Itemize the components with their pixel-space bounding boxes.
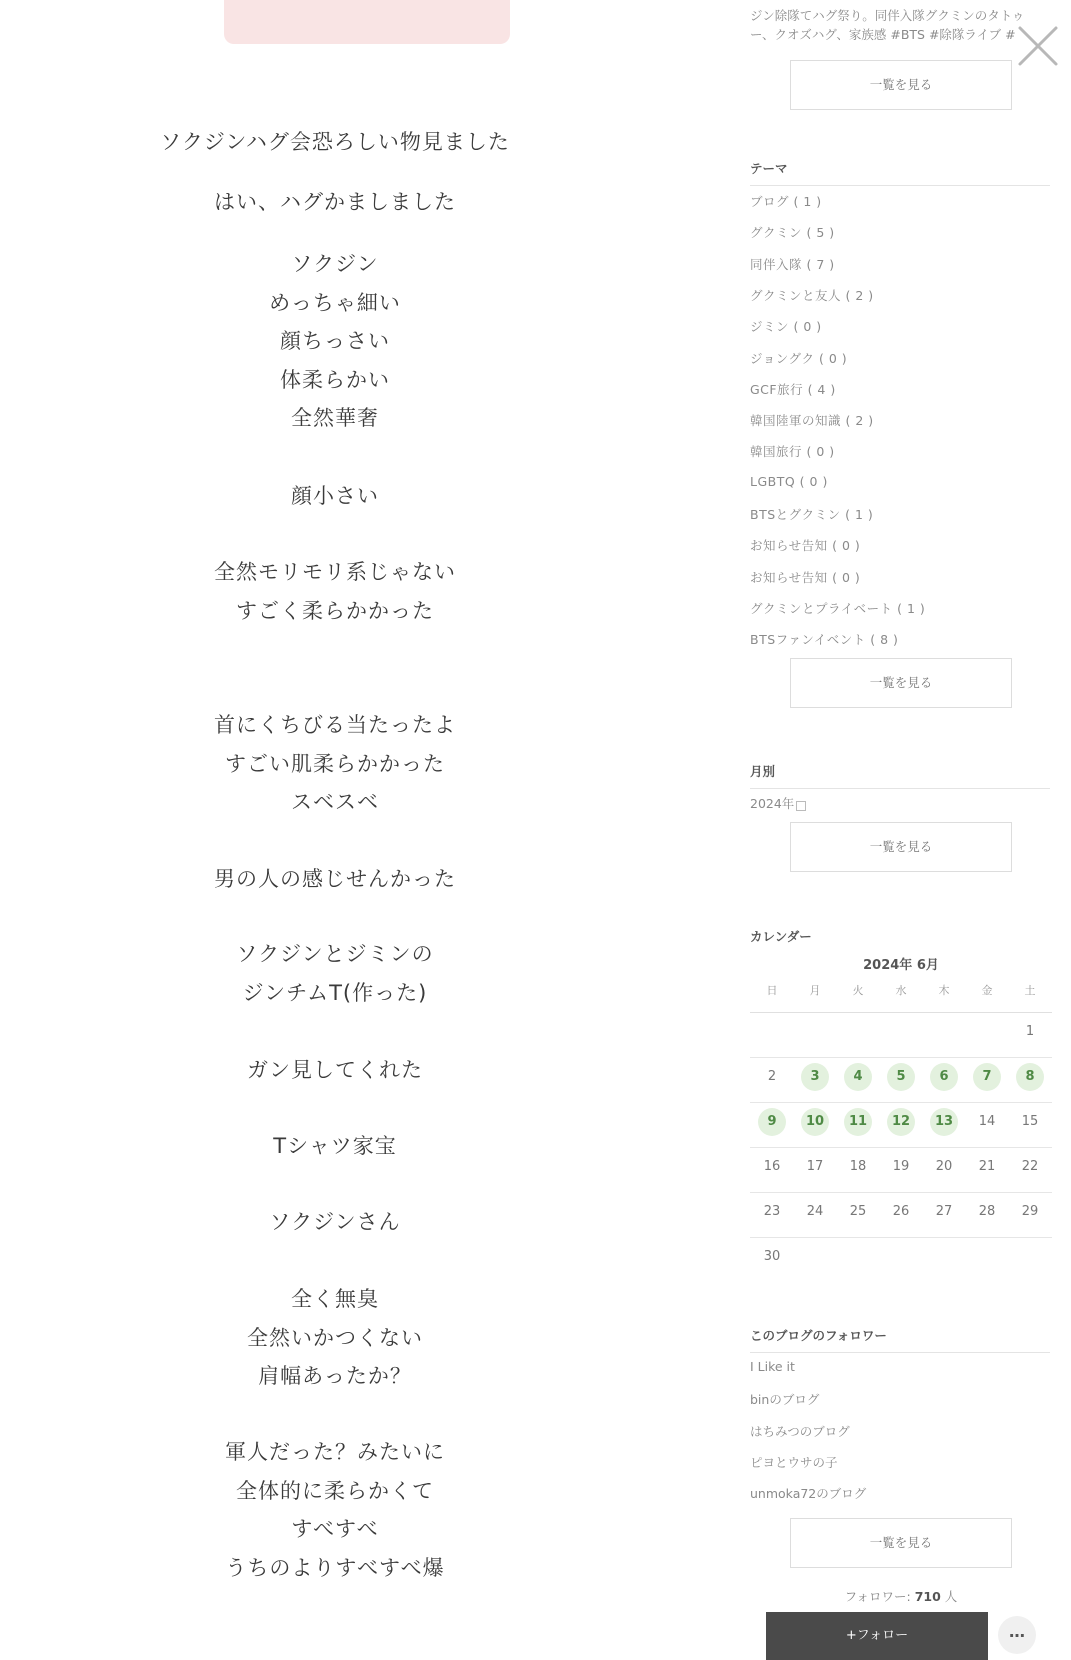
follower-item[interactable]: ピヨとウサの子 bbox=[750, 1454, 838, 1470]
paragraph-line: ソクジンハグ会恐ろしい物見ました bbox=[160, 130, 510, 154]
calendar-day: 30 bbox=[763, 1249, 781, 1264]
paragraph-line: 全体的に柔らかくて bbox=[236, 1478, 434, 1503]
more-options-button[interactable]: … bbox=[998, 1616, 1036, 1654]
follower-item[interactable]: I Like it bbox=[750, 1359, 795, 1374]
paragraph-line: スベスベ bbox=[291, 790, 379, 814]
calendar-day: 15 bbox=[1021, 1114, 1039, 1129]
pink-banner bbox=[224, 0, 510, 44]
paragraph bbox=[120, 860, 550, 899]
follow-button[interactable]: +フォロー bbox=[766, 1612, 988, 1660]
theme-item[interactable]: BTSファンイベント ( 8 ) bbox=[750, 632, 899, 648]
paragraph-line: 肩幅あったか？ bbox=[258, 1364, 412, 1388]
paragraph-line: めっちゃ細い bbox=[269, 290, 401, 315]
paragraph-line: ガン見してくれた bbox=[247, 1058, 423, 1082]
calendar-day: 23 bbox=[763, 1204, 781, 1219]
calendar-week-row bbox=[750, 1192, 1052, 1238]
paragraph-line: ソクジンさん bbox=[269, 1210, 401, 1234]
paragraph-line: すごく柔らかかった bbox=[236, 598, 434, 623]
paragraph-line: ソクジン bbox=[291, 252, 379, 276]
paragraph-line: 顔ちっさい bbox=[280, 329, 390, 353]
theme-section-title: テーマ bbox=[750, 159, 1050, 186]
paragraph bbox=[120, 477, 550, 516]
paragraph-line: すごい肌柔らかかった bbox=[225, 751, 445, 776]
close-icon[interactable] bbox=[1014, 22, 1062, 70]
see-all-entries-button[interactable]: 一覧を見る bbox=[790, 60, 1012, 110]
calendar-day: 26 bbox=[892, 1204, 910, 1219]
paragraph bbox=[120, 245, 550, 438]
calendar-week-row bbox=[750, 1012, 1052, 1058]
calendar-day-with-entry[interactable]: 4 bbox=[844, 1063, 872, 1091]
paragraph bbox=[120, 935, 550, 1012]
calendar-day-with-entry[interactable]: 13 bbox=[930, 1108, 958, 1136]
paragraph-line: すべすべ bbox=[291, 1517, 379, 1541]
paragraph-line: 全然華奢 bbox=[291, 406, 379, 430]
paragraph-line: 全然いかつくない bbox=[247, 1325, 423, 1350]
theme-item[interactable]: グクミン ( 5 ) bbox=[750, 225, 835, 241]
calendar-month-title: 2024年 6月 bbox=[863, 958, 939, 973]
paragraph-line: 顔小さい bbox=[291, 484, 379, 508]
calendar-day: 20 bbox=[935, 1159, 953, 1174]
theme-item[interactable]: GCF旅行 ( 4 ) bbox=[750, 381, 836, 397]
calendar-weekday: 土 bbox=[1024, 984, 1036, 997]
calendar-day: 29 bbox=[1021, 1204, 1039, 1219]
calendar-day: 18 bbox=[849, 1159, 867, 1174]
calendar-week-row bbox=[750, 1237, 1052, 1282]
paragraph-line: 軍人だった？みたいに bbox=[225, 1440, 445, 1464]
paragraph bbox=[120, 553, 550, 630]
monthly-section-title: 月別 bbox=[750, 762, 1050, 789]
see-all-followers-button[interactable]: 一覧を見る bbox=[790, 1518, 1012, 1568]
paragraph bbox=[120, 706, 550, 822]
follower-item[interactable]: はちみつのブログ bbox=[750, 1423, 850, 1439]
calendar-day: 21 bbox=[978, 1159, 996, 1174]
calendar-day: 27 bbox=[935, 1204, 953, 1219]
paragraph-line: 首にくちびる当たったよ bbox=[214, 713, 456, 737]
paragraph bbox=[120, 1203, 550, 1242]
entry-snippet[interactable] bbox=[750, 6, 1040, 44]
paragraph bbox=[120, 1127, 550, 1166]
paragraph-line: 男の人の感じせんかった bbox=[214, 867, 456, 891]
calendar-day: 24 bbox=[806, 1204, 824, 1219]
calendar-weekday: 水 bbox=[895, 984, 907, 997]
calendar-day-with-entry[interactable]: 11 bbox=[844, 1108, 872, 1136]
theme-item[interactable]: LGBTQ ( 0 ) bbox=[750, 473, 828, 489]
theme-item[interactable]: 韓国陸軍の知識 ( 2 ) bbox=[750, 413, 874, 429]
follower-count-label: フォロワー: bbox=[844, 1589, 915, 1604]
followers-section-title: このブログのフォロワー bbox=[750, 1326, 1050, 1353]
calendar-day-with-entry[interactable]: 3 bbox=[801, 1063, 829, 1091]
calendar-day: 14 bbox=[978, 1114, 996, 1129]
paragraph-line: 全然モリモリ系じゃない bbox=[214, 560, 456, 584]
calendar-week-row bbox=[750, 1057, 1052, 1103]
month-label: 2024年 bbox=[750, 796, 795, 811]
calendar-section-title: カレンダー bbox=[750, 929, 812, 944]
paragraph bbox=[120, 1280, 550, 1396]
paragraph bbox=[120, 1051, 550, 1090]
theme-item[interactable]: グクミンと友人 ( 2 ) bbox=[750, 287, 874, 303]
theme-item[interactable]: ジョングク ( 0 ) bbox=[750, 350, 848, 366]
calendar-day-with-entry[interactable]: 10 bbox=[801, 1108, 829, 1136]
expand-box-icon bbox=[796, 801, 806, 811]
calendar-day: 25 bbox=[849, 1204, 867, 1219]
snippet-line: ー、クオズハグ、家族感 #BTS #除隊ライブ # bbox=[750, 27, 1016, 42]
theme-item[interactable]: お知らせ告知 ( 0 ) bbox=[750, 538, 861, 554]
paragraph-line: はい、ハグかましました bbox=[214, 190, 456, 214]
calendar-day: 22 bbox=[1021, 1159, 1039, 1174]
paragraph-line: 全く無臭 bbox=[291, 1287, 379, 1311]
paragraph bbox=[120, 183, 550, 222]
paragraph bbox=[120, 1433, 550, 1587]
theme-item[interactable]: ジミン ( 0 ) bbox=[750, 319, 822, 335]
calendar-weekday: 金 bbox=[981, 984, 993, 997]
paragraph bbox=[120, 123, 550, 162]
calendar-day: 17 bbox=[806, 1159, 824, 1174]
theme-item[interactable]: お知らせ告知 ( 0 ) bbox=[750, 569, 861, 585]
calendar-day-with-entry[interactable]: 6 bbox=[930, 1063, 958, 1091]
calendar-day: 2 bbox=[767, 1069, 777, 1084]
theme-item[interactable]: ブログ ( 1 ) bbox=[750, 194, 822, 209]
calendar-weekday-header bbox=[750, 982, 1052, 1013]
see-all-themes-button[interactable]: 一覧を見る bbox=[790, 658, 1012, 708]
calendar-day: 1 bbox=[1025, 1024, 1035, 1039]
theme-item[interactable]: 同伴入隊 ( 7 ) bbox=[750, 256, 835, 272]
calendar-day-with-entry[interactable]: 5 bbox=[887, 1063, 915, 1091]
calendar-day-with-entry[interactable]: 9 bbox=[758, 1108, 786, 1136]
theme-item[interactable]: グクミンとプライベート ( 1 ) bbox=[750, 600, 926, 616]
paragraph-line: ソクジンとジミンの bbox=[236, 942, 434, 966]
follower-item[interactable]: binのブログ bbox=[750, 1392, 820, 1408]
theme-item[interactable]: 韓国旅行 ( 0 ) bbox=[750, 444, 835, 460]
calendar-weekday: 月 bbox=[809, 984, 821, 997]
calendar-week-row bbox=[750, 1147, 1052, 1193]
follower-count-value: 710 bbox=[914, 1589, 941, 1604]
calendar-day: 28 bbox=[978, 1204, 996, 1219]
month-item[interactable] bbox=[750, 794, 806, 812]
calendar-week-row bbox=[750, 1102, 1052, 1148]
paragraph-line: Tシャツ家宝 bbox=[273, 1134, 397, 1158]
paragraph-line: ジンチムT(作った) bbox=[242, 980, 428, 1005]
paragraph-line: 体柔らかい bbox=[280, 367, 390, 392]
calendar-weekday: 日 bbox=[766, 984, 778, 997]
follower-count-unit: 人 bbox=[940, 1589, 958, 1604]
calendar-day-with-entry[interactable]: 7 bbox=[973, 1063, 1001, 1091]
see-all-months-button[interactable]: 一覧を見る bbox=[790, 822, 1012, 872]
calendar-day: 16 bbox=[763, 1159, 781, 1174]
theme-item[interactable]: BTSとグクミン ( 1 ) bbox=[750, 507, 874, 522]
calendar-day-with-entry[interactable]: 8 bbox=[1016, 1063, 1044, 1091]
snippet-line: ジン除隊てハグ祭り。同伴入隊グクミンのタトゥ bbox=[750, 8, 1025, 23]
calendar-weekday: 木 bbox=[938, 984, 950, 997]
follower-count bbox=[750, 1587, 1052, 1605]
calendar-day-with-entry[interactable]: 12 bbox=[887, 1108, 915, 1136]
calendar-day: 19 bbox=[892, 1159, 910, 1174]
follower-item[interactable]: unmoka72のブログ bbox=[750, 1486, 867, 1502]
paragraph-line: うちのよりすべすべ爆 bbox=[225, 1555, 445, 1580]
calendar-weekday: 火 bbox=[852, 984, 864, 997]
